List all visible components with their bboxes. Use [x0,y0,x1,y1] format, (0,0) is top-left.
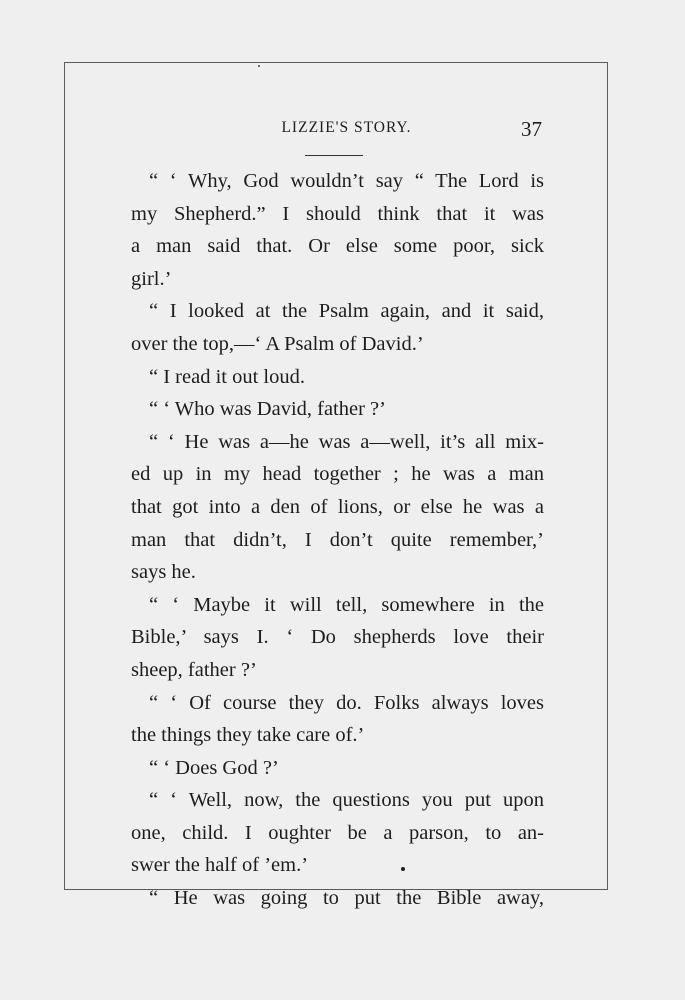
text-line: “ ‘ Well, now, the questions you put upon [149,789,544,812]
text-line: “ He was going to put the Bible away, [149,887,544,910]
running-title: LIZZIE'S STORY. [281,119,412,136]
text-line: “ ‘ Of course they do. Folks always loves [149,691,544,714]
text-line: “ ‘ Maybe it will tell, somewhere in the [149,593,544,616]
text-line: “ I looked at the Psalm again, and it said, [149,300,544,323]
text-line: “ ‘ Does God ?’ [149,756,279,779]
text-line: “ I read it out loud. [149,365,305,388]
body-text [131,165,544,915]
text-line: swer the half of ’em.’ [131,854,309,877]
text-line: over the top,—‘ A Psalm of David.’ [131,332,424,355]
text-line: Bible,’ says I. ‘ Do shepherds love their [131,626,544,649]
signature-mark [401,867,405,871]
text-line: one, child. I oughter be a parson, to an- [131,821,544,844]
header-rule [305,155,363,156]
text-line: girl.’ [131,267,172,290]
text-line: “ ‘ He was a—he was a—well, it’s all mix- [149,430,544,453]
text-line: a man said that. Or else some poor, sick [131,235,544,258]
text-line: man that didn’t, I don’t quite remember,’ [131,528,544,551]
text-line: sheep, father ?’ [131,658,257,681]
page-number: 37 [521,117,542,141]
text-line: that got into a den of lions, or else he was a [131,495,544,518]
text-line: “ ‘ Who was David, father ?’ [149,398,386,421]
text-line: “ ‘ Why, God wouldn’t say “ The Lord is [149,170,544,192]
running-header [0,117,685,141]
text-line: ed up in my head together ; he was a man [131,463,544,486]
print-speck [258,65,260,67]
text-line: my Shepherd.” I should think that it was [131,202,544,225]
text-line: says he. [131,561,196,584]
text-line: the things they take care of.’ [131,724,365,747]
